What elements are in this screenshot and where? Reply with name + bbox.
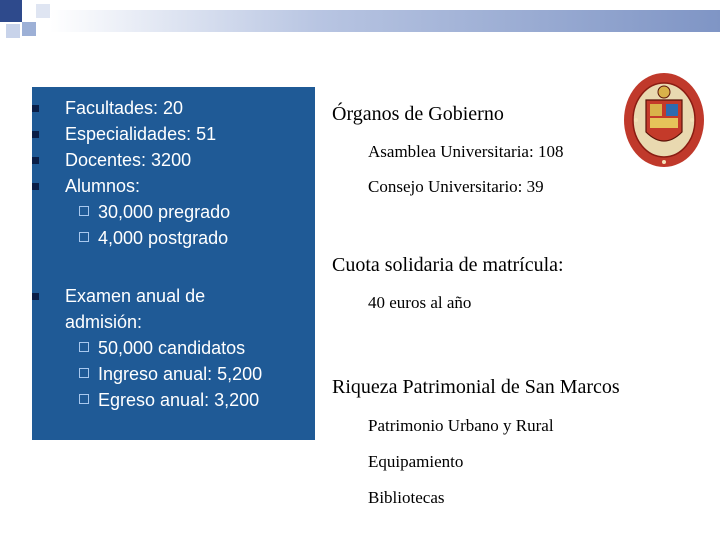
list-item — [32, 283, 315, 413]
sub-item — [65, 361, 315, 387]
stats-list — [32, 95, 315, 413]
riqueza-item: Bibliotecas — [368, 488, 445, 507]
decor-square — [36, 4, 50, 18]
bullet-icon — [32, 183, 39, 190]
organos-heading: Órganos de Gobierno — [332, 103, 504, 125]
sub-item-label: 30,000 pregrado — [98, 202, 231, 222]
bullet-icon — [32, 293, 39, 300]
sub-bullet-icon — [79, 394, 89, 404]
list-item-label: Alumnos: — [65, 176, 141, 196]
riqueza-heading: Riqueza Patrimonial de San Marcos — [332, 376, 620, 398]
list-item — [32, 121, 315, 147]
list-item-label: Especialidades: 51 — [65, 124, 217, 144]
sub-item-label: Egreso anual: 3,200 — [98, 390, 260, 410]
list-item-label: Facultades: 20 — [65, 98, 184, 118]
list-item-label — [65, 283, 315, 335]
sub-item-label: 4,000 postgrado — [98, 228, 229, 248]
bullet-icon — [32, 157, 39, 164]
sub-item-label: Ingreso anual: 5,200 — [98, 364, 263, 384]
examen-line-1: Examen anual de — [65, 286, 206, 306]
examen-line-2: admisión: — [65, 312, 143, 332]
organos-item: Consejo Universitario: 39 — [368, 177, 544, 196]
bullet-icon — [32, 131, 39, 138]
decor-square — [6, 24, 20, 38]
sub-bullet-icon — [79, 368, 89, 378]
sub-bullet-icon — [79, 232, 89, 242]
decor-square — [0, 0, 22, 22]
organos-item: Asamblea Universitaria: 108 — [368, 142, 564, 161]
list-item — [32, 147, 315, 173]
university-seal-icon — [622, 70, 706, 170]
list-item — [32, 173, 315, 251]
sub-item — [65, 199, 315, 225]
sub-item — [65, 387, 315, 413]
decor-square — [22, 22, 36, 36]
sub-item-label: 50,000 candidatos — [98, 338, 246, 358]
sub-bullet-icon — [79, 342, 89, 352]
list-item — [32, 95, 315, 121]
list-item-label: Docentes: 3200 — [65, 150, 192, 170]
bullet-icon — [32, 105, 39, 112]
riqueza-item: Patrimonio Urbano y Rural — [368, 416, 554, 435]
riqueza-item: Equipamiento — [368, 452, 464, 471]
sub-bullet-icon — [79, 206, 89, 216]
header-gradient-bar — [50, 10, 720, 32]
sub-item — [65, 225, 315, 251]
cuota-heading: Cuota solidaria de matrícula: — [332, 254, 564, 276]
sub-item — [65, 335, 315, 361]
cuota-value: 40 euros al año — [368, 293, 472, 312]
